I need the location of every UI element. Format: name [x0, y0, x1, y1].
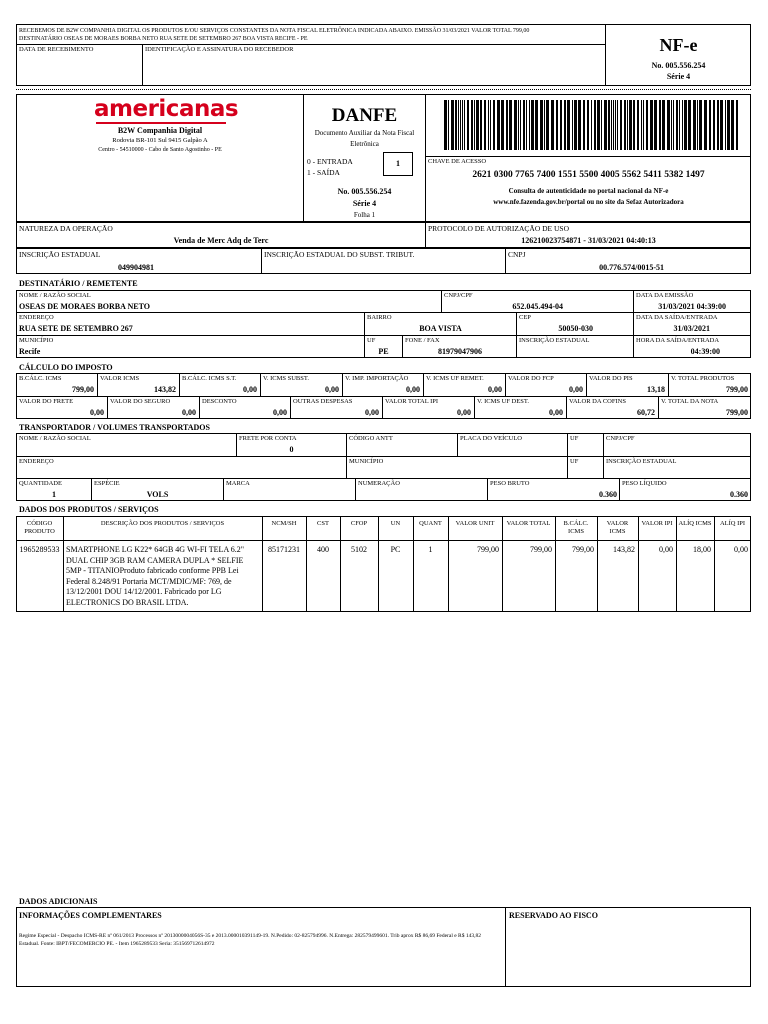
imposto-value: 0,00 — [90, 408, 104, 417]
imposto-label: VALOR DO FRETE — [19, 398, 74, 405]
barcode-bar — [529, 100, 530, 150]
imposto-label: V. TOTAL PRODUTOS — [671, 375, 735, 382]
danfe-entrada: 0 - ENTRADA — [307, 157, 353, 166]
barcode-bar — [693, 100, 696, 150]
transp-marca-label: MARCA — [226, 480, 250, 487]
barcode-bar — [480, 100, 482, 150]
dest-hora-label: HORA DA SAÍDA/ENTRADA — [636, 337, 720, 344]
barcode-bar — [506, 100, 508, 150]
barcode-bar — [474, 100, 475, 150]
barcode-bar — [597, 100, 600, 150]
imposto-value: 0,00 — [488, 385, 502, 394]
table-cell: 143,82 — [613, 545, 635, 554]
transp-antt-label: CÓDIGO ANTT — [349, 435, 393, 442]
barcode-bar — [688, 100, 691, 150]
barcode-bar — [587, 100, 589, 150]
table-header: NCM/SH — [271, 520, 297, 527]
dest-saida: 31/03/2021 — [673, 324, 710, 333]
table-cell: 799,00 — [572, 545, 594, 554]
reservado-fisco-label: RESERVADO AO FISCO — [509, 911, 598, 920]
nfe-number: No. 005.556.254 — [651, 61, 706, 70]
imposto-value: 0,00 — [182, 408, 196, 417]
transp-municipio-label: MUNICÍPIO — [349, 458, 384, 465]
ie-st-label: INSCRIÇÃO ESTADUAL DO SUBST. TRIBUT. — [264, 250, 415, 259]
barcode-bar — [567, 100, 570, 150]
dest-uf: PE — [378, 347, 389, 356]
barcode-bar — [460, 100, 461, 150]
info-complementares-label: INFORMAÇÕES COMPLEMENTARES — [19, 911, 162, 920]
produtos-section-title: DADOS DOS PRODUTOS / SERVIÇOS — [19, 505, 159, 514]
info-complementares-text: Regime Especial - Despacho ICMS-RE nº 061/2013 Processos nº 2013000004056S-35 e 2013.000010391149-19. N.Pedido: 02-825794996. N.Entrega: 282579499601. Trib aprox R$ 86,69 Federal e R$ 143,82 Estadual. Fonte: IBPT/FECOMERCIO PE. - Item 1965289533 Seria: 351569712614972 — [19, 933, 481, 947]
barcode-bar — [725, 100, 726, 150]
barcode-bar — [633, 100, 635, 150]
danfe-subtitle: Documento Auxiliar da Nota Fiscal Eletrônica — [314, 129, 415, 148]
natureza-label: NATUREZA DA OPERAÇÃO — [19, 224, 113, 233]
barcode-bar — [497, 100, 500, 150]
dest-municipio-label: MUNICÍPIO — [19, 337, 54, 344]
table-cell: 85171231 — [268, 545, 300, 554]
barcode-bar — [717, 100, 719, 150]
imposto-value: 0,00 — [325, 385, 339, 394]
transporte-section-title: TRANSPORTADOR / VOLUMES TRANSPORTADOS — [19, 423, 210, 432]
table-header: CFOP — [350, 520, 368, 527]
table-cell: 799,00 — [477, 545, 499, 554]
barcode-bar — [544, 100, 545, 150]
barcode-bar — [583, 100, 585, 150]
imposto-value: 0,00 — [365, 408, 379, 417]
barcode-bar — [627, 100, 628, 150]
table-header: ALÍQ IPI — [719, 520, 746, 527]
adicionais-section-title: DADOS ADICIONAIS — [19, 897, 98, 906]
consulta-line1: Consulta de autenticidade no portal nacional da NF-e — [508, 187, 669, 195]
barcode-bar — [637, 100, 639, 150]
imposto-value: 13,18 — [647, 385, 665, 394]
transp-uf-label: UF — [570, 435, 579, 442]
cnpj-value: 00.776.574/0015-51 — [599, 263, 664, 272]
barcode-bar — [613, 100, 614, 150]
protocolo-label: PROTOCOLO DE AUTORIZAÇÃO DE USO — [428, 224, 569, 233]
barcode-bar — [682, 100, 683, 150]
barcode-bar — [654, 100, 657, 150]
barcode-bar — [560, 100, 562, 150]
transp-frete: 0 — [289, 445, 294, 454]
table-cell: 18,00 — [693, 545, 711, 554]
imposto-value: 799,00 — [726, 408, 748, 417]
transp-bruto: 0.360 — [599, 490, 617, 499]
barcode-bar — [720, 100, 723, 150]
table-header: VALOR IPI — [641, 520, 673, 527]
imposto-label: VALOR DO SEGURO — [110, 398, 171, 405]
barcode-bar — [564, 100, 566, 150]
barcode-bar — [611, 100, 612, 150]
danfe-title: DANFE — [331, 105, 398, 126]
barcode-bar — [601, 100, 602, 150]
barcode-bar — [451, 100, 454, 150]
dest-endereco: RUA SETE DE SETEMBRO 267 — [19, 324, 133, 333]
barcode-bar — [604, 100, 607, 150]
dest-cnpj-label: CNPJ/CPF — [444, 292, 473, 299]
barcode-bar — [531, 100, 534, 150]
table-cell: PC — [390, 545, 401, 554]
table-header: VALOR UNIT — [455, 520, 495, 527]
danfe-serie: Série 4 — [352, 199, 377, 208]
transp-liquido: 0.360 — [730, 490, 748, 499]
dest-hora: 04:39:00 — [690, 347, 720, 356]
barcode-bar — [709, 100, 711, 150]
imposto-label: V. ICMS UF DEST. — [477, 398, 529, 405]
barcode-bar — [650, 100, 653, 150]
barcode-bar — [464, 100, 465, 150]
barcode-bar — [471, 100, 473, 150]
barcode-bar — [617, 100, 618, 150]
barcode-bar — [462, 100, 463, 150]
dest-fone: 81979047906 — [438, 347, 482, 356]
protocolo-value: 126210023754871 - 31/03/2021 04:40:13 — [521, 236, 656, 245]
barcode-bar — [615, 100, 616, 150]
barcode-bar — [476, 100, 479, 150]
dest-saida-label: DATA DA SAÍDA/ENTRADA — [636, 314, 718, 321]
dest-bairro: BOA VISTA — [419, 324, 462, 333]
table-header: VALOR ICMS — [606, 520, 629, 535]
barcode-bar — [490, 100, 491, 150]
imposto-value: 60,72 — [637, 408, 655, 417]
imposto-label: DESCONTO — [202, 398, 237, 405]
imposto-label: B.CÁLC. ICMS — [19, 375, 62, 382]
barcode-bar — [643, 100, 644, 150]
dest-nome-label: NOME / RAZÃO SOCIAL — [19, 292, 91, 299]
dest-nome: OSEAS DE MORAES BORBA NETO — [19, 302, 150, 311]
barcode-bar — [704, 100, 707, 150]
dest-cnpj: 652.045.494-04 — [512, 302, 563, 311]
imposto-label: V. ICMS UF REMET. — [426, 375, 484, 382]
ie-label: INSCRIÇÃO ESTADUAL — [19, 250, 101, 259]
imposto-label: VALOR DA COFINS — [569, 398, 626, 405]
imposto-label: B.CÁLC. ICMS S.T. — [182, 375, 237, 382]
imposto-value: 0,00 — [273, 408, 287, 417]
emitente-address1: Rodovia BR-101 Sul 9415 Galpão A — [112, 137, 208, 144]
transp-qtd-label: QUANTIDADE — [19, 480, 62, 487]
barcode-bar — [731, 100, 734, 150]
barcode-bar — [662, 100, 665, 150]
imposto-value: 143,82 — [154, 385, 176, 394]
barcode-bar — [467, 100, 469, 150]
table-header: B.CÁLC. ICMS — [563, 520, 589, 535]
chave-label: CHAVE DE ACESSO — [428, 158, 487, 165]
dest-ie-label: INSCRIÇÃO ESTADUAL — [519, 337, 590, 344]
danfe-tipo-box: 1 — [383, 152, 413, 176]
barcode-bar — [455, 100, 457, 150]
dest-uf-label: UF — [367, 337, 376, 344]
imposto-value: 0,00 — [406, 385, 420, 394]
barcode-bar — [520, 100, 521, 150]
barcode-bar — [458, 100, 459, 150]
barcode-bar — [667, 100, 670, 150]
imposto-label: V. ICMS SUBST. — [263, 375, 309, 382]
table-header: DESCRIÇÃO DOS PRODUTOS / SERVIÇOS — [100, 520, 225, 527]
table-cell: 799,00 — [530, 545, 552, 554]
table-cell: 0,00 — [659, 545, 673, 554]
nfe-title: NF-e — [659, 35, 698, 55]
table-header: VALOR TOTAL — [506, 520, 551, 527]
transp-liquido-label: PESO LÍQUIDO — [622, 480, 667, 487]
table-cell: 1 — [428, 545, 433, 554]
barcode-bar — [514, 100, 517, 150]
logo-underline — [96, 122, 226, 124]
transp-endereco-label: ENDEREÇO — [19, 458, 54, 465]
barcode-bar — [699, 100, 702, 150]
nfe-serie: Série 4 — [666, 72, 691, 81]
table-cell: 400 — [317, 545, 329, 554]
imposto-label: V. TOTAL DA NOTA — [661, 398, 719, 405]
table-cell: SMARTPHONE LG K22* 64GB 4G WI-FI TELA 6.2" DUAL CHIP 3GB RAM CAMERA DUPLA * SELFIE 5MP - TITANIOProduto fabricado conforme PPB Lei Federal 8.248/91 Portaria MCT/MDIC/MF: 769, de 13/12/2001 DOU 14/12/2001. Fabricado por LG ELECTRONICS DO BRASIL LTDA. — [66, 545, 245, 607]
barcode-bar — [679, 100, 680, 150]
dest-endereco-label: ENDEREÇO — [19, 314, 54, 321]
transp-bruto-label: PESO BRUTO — [490, 480, 530, 487]
barcode-bar — [578, 100, 581, 150]
barcode-bar — [591, 100, 592, 150]
transp-frete-label: FRETE POR CONTA — [239, 435, 297, 442]
barcode-bar — [671, 100, 672, 150]
imposto-label: VALOR DO FCP — [508, 375, 554, 382]
imposto-value: 0,00 — [457, 408, 471, 417]
table-cell: 1965289533 — [19, 545, 60, 554]
table-header: CST — [317, 520, 329, 527]
emitente-address2: Centro - 54510000 - Cabo de Santo Agostinho - PE — [98, 147, 222, 153]
imposto-value: 0,00 — [569, 385, 583, 394]
transp-cnpj-label: CNPJ/CPF — [606, 435, 635, 442]
transp-numeracao-label: NUMERAÇÃO — [358, 480, 400, 487]
barcode-bar — [713, 100, 715, 150]
barcode-bar — [727, 100, 730, 150]
imposto-value: 799,00 — [726, 385, 748, 394]
danfe-folha: Folha 1 — [353, 211, 376, 219]
dest-emissao-label: DATA DA EMISSÃO — [636, 292, 694, 299]
danfe-number: No. 005.556.254 — [337, 187, 392, 196]
transp-especie-label: ESPÉCIE — [94, 480, 120, 487]
dest-emissao: 31/03/2021 04:39:00 — [658, 302, 726, 311]
imposto-label: VALOR TOTAL IPI — [385, 398, 439, 405]
imposto-value: 0,00 — [243, 385, 257, 394]
table-header: ALÍQ ICMS — [678, 520, 712, 527]
barcode — [442, 100, 744, 150]
emitente-name: B2W Companhia Digital — [117, 126, 203, 135]
dest-municipio: Recife — [19, 347, 41, 356]
barcode-bar — [526, 100, 527, 150]
assinatura-label: IDENTIFICAÇÃO E ASSINATURA DO RECEBEDOR — [145, 46, 294, 53]
barcode-bar — [488, 100, 489, 150]
imposto-value: 799,00 — [72, 385, 94, 394]
barcode-bar — [646, 100, 648, 150]
consulta-line2: www.nfe.fazenda.gov.br/portal ou no site da Sefaz Autorizadora — [493, 198, 684, 206]
canhoto-line2: DESTINATÁRIO OSEAS DE MORAES BORBA NETO RUA SETE DE SETEMBRO 267 BOA VISTA RECIFE - PE — [19, 36, 308, 42]
barcode-bar — [594, 100, 596, 150]
barcode-bar — [540, 100, 543, 150]
barcode-bar — [684, 100, 687, 150]
barcode-bar — [572, 100, 573, 150]
logo-text: americanas — [94, 96, 239, 122]
barcode-bar — [676, 100, 678, 150]
barcode-bar — [574, 100, 577, 150]
transp-placa-label: PLACA DO VEÍCULO — [460, 435, 522, 442]
barcode-bar — [518, 100, 519, 150]
imposto-label: OUTRAS DESPESAS — [293, 398, 353, 405]
barcode-bar — [444, 100, 447, 150]
dest-cep: 50050-030 — [558, 324, 593, 333]
imposto-label: VALOR ICMS — [100, 375, 140, 382]
ie-value: 049904981 — [118, 263, 154, 272]
imposto-label: V. IMP. IMPORTAÇÃO — [345, 375, 409, 382]
table-cell: 0,00 — [734, 545, 748, 554]
barcode-bar — [641, 100, 642, 150]
cnpj-label: CNPJ — [508, 250, 526, 259]
table-header: QUANT — [419, 520, 442, 527]
barcode-bar — [673, 100, 674, 150]
barcode-bar — [697, 100, 698, 150]
destinatario-section-title: DESTINATÁRIO / REMETENTE — [19, 279, 138, 288]
brand-logo — [94, 96, 239, 126]
data-recebimento-label: DATA DE RECEBIMENTO — [19, 46, 94, 53]
imposto-value: 0,00 — [549, 408, 563, 417]
dest-cep-label: CEP — [519, 314, 531, 321]
barcode-bar — [509, 100, 512, 150]
barcode-bar — [736, 100, 738, 150]
barcode-graphic — [442, 100, 744, 150]
cut-line — [16, 89, 751, 90]
chave-value: 2621 0300 7765 7400 1551 5500 4005 5562 5411 5382 1497 — [472, 170, 705, 180]
transp-ie-label: INSCRIÇÃO ESTADUAL — [606, 458, 677, 465]
transp-nome-label: NOME / RAZÃO SOCIAL — [19, 435, 91, 442]
table-cell: 5102 — [351, 545, 367, 554]
barcode-bar — [546, 100, 549, 150]
barcode-bar — [493, 100, 495, 150]
barcode-bar — [448, 100, 449, 150]
transp-uf2-label: UF — [570, 458, 579, 465]
transp-qtd: 1 — [52, 490, 56, 499]
barcode-bar — [608, 100, 610, 150]
table-header: UN — [390, 520, 401, 527]
dest-bairro-label: BAIRRO — [367, 314, 392, 321]
table-header: CÓDIGO PRODUTO — [24, 520, 55, 535]
transp-especie: VOLS — [146, 490, 169, 499]
barcode-bar — [484, 100, 486, 150]
danfe-saida: 1 - SAÍDA — [307, 168, 340, 177]
barcode-bar — [501, 100, 504, 150]
barcode-bar — [629, 100, 632, 150]
barcode-bar — [624, 100, 626, 150]
barcode-bar — [620, 100, 622, 150]
barcode-bar — [535, 100, 538, 150]
barcode-bar — [523, 100, 525, 150]
barcode-bar — [551, 100, 554, 150]
canhoto-line1: RECEBEMOS DE B2W COMPANHIA DIGITAL OS PRODUTOS E/OU SERVIÇOS CONSTANTES DA NOTA FISCAL ELETRÔNICA INDICADA ABAIXO. EMISSÃO 31/03/2021 VALOR TOTAL 799,00 — [19, 28, 530, 34]
barcode-bar — [556, 100, 558, 150]
imposto-section-title: CÁLCULO DO IMPOSTO — [19, 363, 113, 372]
natureza-value: Venda de Merc Adq de Terc — [173, 236, 269, 245]
barcode-bar — [659, 100, 661, 150]
dest-fone-label: FONE / FAX — [405, 337, 440, 344]
imposto-label: VALOR DO PIS — [589, 375, 633, 382]
